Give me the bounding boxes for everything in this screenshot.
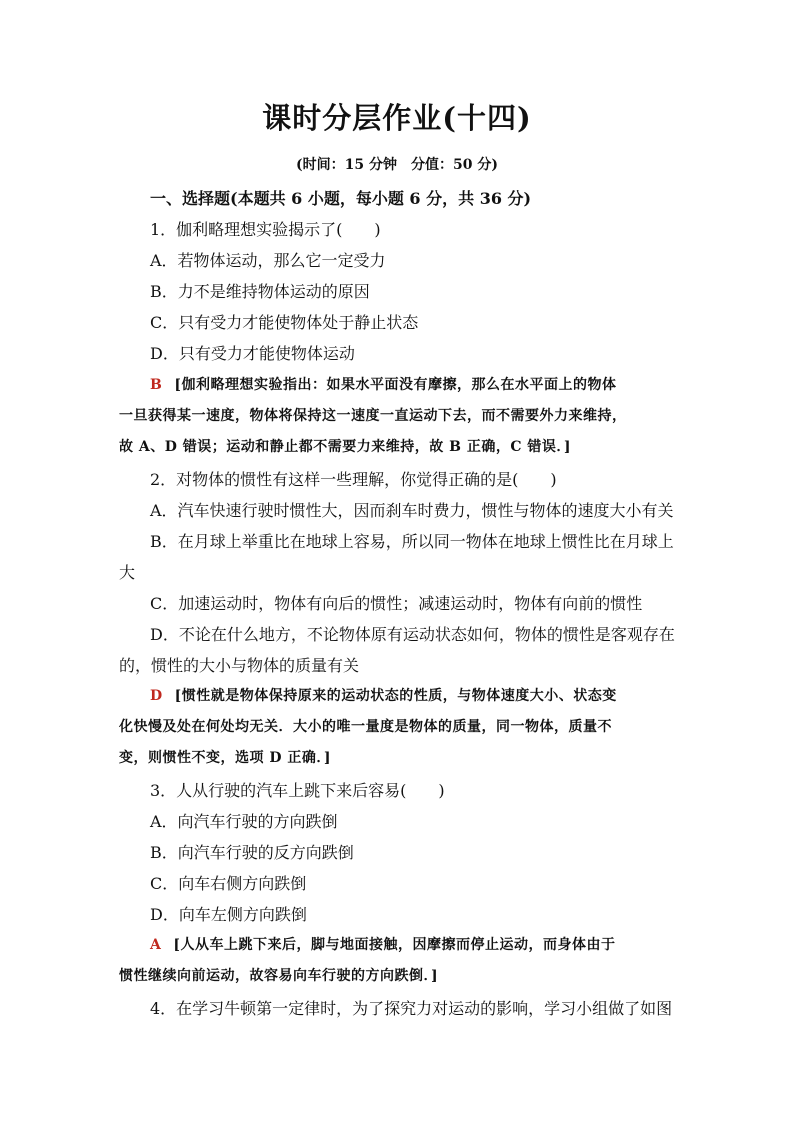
option-b: B．在月球上举重比在地球上容易，所以同一物体在地球上惯性比在月球上 — [150, 532, 674, 551]
answer-line — [150, 374, 616, 394]
option-d: D．不论在什么地方，不论物体原有运动状态如何，物体的惯性是客观存在 — [150, 625, 675, 644]
explanation-text: 故 A、D 错误；运动和静止都不需要力来维持，故 B 正确，C 错误．] — [119, 439, 571, 455]
explanation-text: [惯性就是物体保持原来的运动状态的性质，与物体速度大小、状态变 — [174, 688, 617, 704]
option-b: B．力不是维持物体运动的原因 — [150, 282, 370, 301]
option-a: A．向汽车行驶的方向跌倒 — [150, 812, 338, 831]
answer-line — [150, 934, 616, 954]
option-d: D．只有受力才能使物体运动 — [150, 344, 355, 363]
option-d-continued: 的，惯性的大小与物体的质量有关 — [119, 656, 360, 675]
explanation-text: [伽利略理想实验指出：如果水平面没有摩擦，那么在水平面上的物体 — [174, 377, 617, 393]
explanation-text: 化快慢及处在何处均无关．大小的唯一量度是物体的质量，同一物体，质量不 — [119, 719, 612, 735]
option-d: D．向车左侧方向跌倒 — [150, 905, 307, 924]
question-stem: 4．在学习牛顿第一定律时，为了探究力对运动的影响，学习小组做了如图 — [150, 999, 673, 1018]
option-c: C．只有受力才能使物体处于静止状态 — [150, 313, 419, 332]
answer-key: B — [150, 377, 163, 393]
explanation-text: 惯性继续向前运动，故容易向车行驶的方向跌倒．] — [119, 968, 439, 984]
explanation-text: 一旦获得某一速度，物体将保持这一速度一直运动下去，而不需要外力来维持， — [119, 408, 627, 424]
question-stem: 3．人从行驶的汽车上跳下来后容易( ) — [150, 781, 445, 800]
explanation-text: [人从车上跳下来后，脚与地面接触，因摩擦而停止运动，而身体由于 — [173, 937, 616, 953]
question-stem: 1．伽利略理想实验揭示了( ) — [150, 220, 381, 239]
answer-line — [150, 685, 617, 705]
section-heading: 一、选择题(本题共 6 小题，每小题 6 分，共 36 分) — [150, 189, 532, 208]
explanation-text: 变，则惯性不变，选项 D 正确．] — [119, 750, 332, 766]
answer-key: D — [150, 688, 163, 704]
option-a: A．汽车快速行驶时惯性大，因而刹车时费力，惯性与物体的速度大小有关 — [150, 501, 674, 520]
option-c: C．向车右侧方向跌倒 — [150, 874, 307, 893]
question-stem: 2．对物体的惯性有这样一些理解，你觉得正确的是( ) — [150, 470, 557, 489]
time-score-info: (时间：15 分钟 分值：50 分) — [296, 157, 498, 173]
page-title: 课时分层作业(十四) — [262, 101, 532, 135]
option-b-continued: 大 — [119, 563, 136, 582]
option-c: C．加速运动时，物体有向后的惯性；减速运动时，物体有向前的惯性 — [150, 594, 643, 613]
answer-key: A — [150, 937, 162, 953]
option-b: B．向汽车行驶的反方向跌倒 — [150, 843, 354, 862]
option-a: A．若物体运动，那么它一定受力 — [150, 251, 386, 270]
